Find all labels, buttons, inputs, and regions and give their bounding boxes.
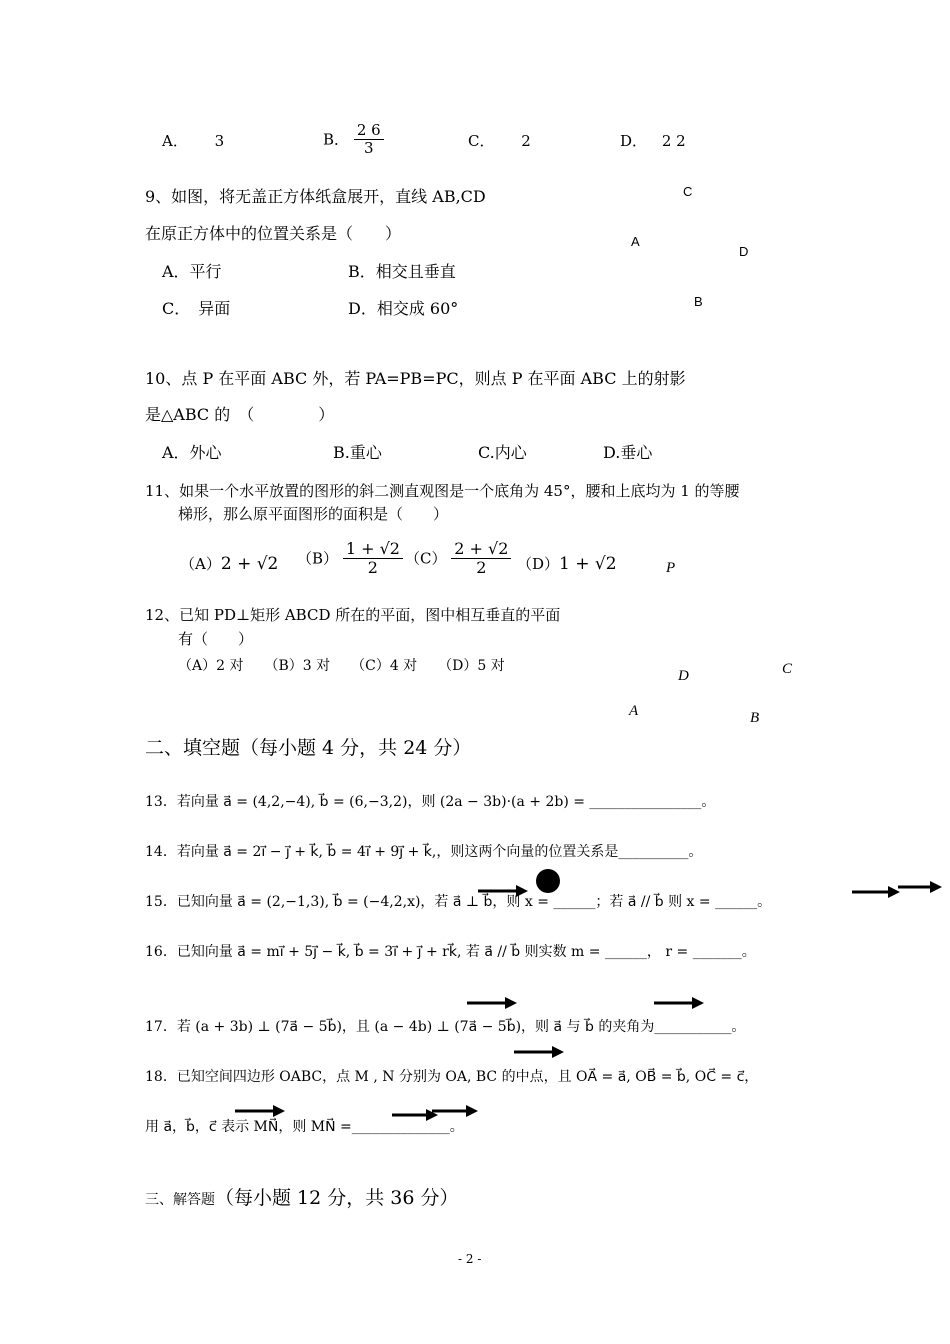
q10-line1: 10、点 P 在平面 ABC 外，若 PA=PB=PC，则点 P 在平面 ABC 上的射影 [145,369,686,388]
q11-option-d [517,553,617,574]
q12-figure-label-b: B [750,710,760,726]
q8-option-b-label: B． [323,130,350,149]
section3-title [145,1183,459,1210]
q8-option-a-value: 3 [214,132,225,150]
q8-option-c [468,130,531,151]
q8-option-c-label: C． [468,132,495,150]
arrow-icon [654,996,704,1010]
section2-title: 二、填空题（每小题 4 分，共 24 分） [145,737,472,759]
q11-line2: 梯形，那么原平面图形的面积是（ ） [178,505,449,523]
arrow-icon [852,885,900,899]
q11-option-c-fraction [451,540,511,576]
q9-figure-label-c: C [683,184,693,199]
arrow-icon [235,1104,285,1118]
q8-option-d-value: 2 2 [661,132,686,150]
q11-option-d-label: （D） [517,555,560,573]
q12-figure-label-d: D [678,668,689,684]
q9-line1: 9、如图，将无盖正方体纸盒展开，直线 AB,CD [145,187,486,206]
q9-option-d: D．相交成 60° [348,299,459,318]
q11-option-b-denominator: 2 [367,557,378,577]
fill-q14: 14．若向量 a⃗ = 2i⃗ − j⃗ + k⃗, b⃗ = 4i⃗ + 9j⃗ + k⃗,，则这两个向量的位置关系是__________。 [145,844,703,860]
q11-option-b-label: （B） [297,549,339,568]
q8-option-b-numerator: 2 6 [354,122,384,140]
arrow-icon [467,996,517,1010]
fill-q18-line2: 用 a⃗，b⃗，c⃗ 表示 MN⃗，则 MN⃗ =______________。 [145,1119,464,1135]
page-number: - 2 - [458,1252,482,1266]
q11-line1: 11、如果一个水平放置的图形的斜二测直观图是一个底角为 45°，腰和上底均为 1 的等腰 [145,482,740,500]
arrow-icon [898,880,942,894]
q12-options: （A）2 对 （B）3 对 （C）4 对 （D）5 对 [178,658,505,674]
q9-figure-label-d: D [739,244,749,259]
q10-line2: 是△ABC 的 （ ） [145,405,335,424]
q8-option-b [323,122,384,156]
fill-q15: 15．已知向量 a⃗ = (2,−1,3), b⃗ = (−4,2,x)，若 a⃗ ⊥ b⃗，则 x = ______；若 a⃗ // b⃗ 则 x = ______。 [145,894,772,910]
q10-option-c: C.内心 [478,443,527,462]
q11-option-a-value: 2 + √2 [220,554,279,574]
q12-figure-label-c: C [782,661,793,677]
q12-figure-label-a: A [629,703,639,719]
q11-option-b-numerator: 1 + √2 [343,540,403,559]
q11-option-c-numerator: 2 + √2 [451,540,511,559]
q11-option-c-label: （C） [405,549,447,568]
q9-option-b: B．相交且垂直 [348,262,456,281]
q10-option-a: A．外心 [162,443,222,462]
q11-option-a [180,553,278,574]
q11-option-c [405,540,511,576]
section3-title-big: （每小题 12 分，共 36 分） [215,1187,459,1209]
q9-option-a: A．平行 [162,262,222,281]
q11-option-c-denominator: 2 [476,557,487,577]
q11-option-b-fraction [343,540,403,576]
q8-option-d-label: D． [620,132,648,150]
q8-option-a-label: A． [162,132,188,150]
fill-q18-line1: 18．已知空间四边形 OABC，点 M , N 分别为 OA, BC 的中点，且 OA⃗ = a⃗, OB⃗ = b⃗, OC⃗ = c⃗， [145,1069,759,1085]
q8-option-c-value: 2 [521,132,531,150]
q11-option-b [297,540,403,576]
q8-option-b-fraction [354,122,384,156]
ink-blot-icon [534,867,562,895]
fill-q13: 13．若向量 a⃗ = (4,2,−4), b⃗ = (6,−3,2)，则 (2a − 3b)·(a + 2b) = ________________。 [145,794,716,810]
arrow-icon [514,1045,564,1059]
q9-line2: 在原正方体中的位置关系是（ ） [145,224,402,243]
q9-option-c: C． 异面 [162,299,231,318]
arrow-icon [478,884,528,898]
q8-option-a [162,130,224,151]
arrow-icon [432,1104,478,1118]
section3-title-small: 三、解答题 [145,1192,215,1208]
q12-figure-label-p: P [666,560,676,576]
fill-q16: 16．已知向量 a⃗ = mi⃗ + 5j⃗ − k⃗, b⃗ = 3i⃗ + j⃗ + rk⃗, 若 a⃗ // b⃗ 则实数 m = ______， r = _______。 [145,944,756,960]
q12-line2: 有（ ） [178,630,254,648]
q11-option-d-value: 1 + √2 [559,554,617,574]
q10-option-d: D.垂心 [603,443,653,462]
q8-option-d [620,130,686,151]
q12-line1: 12、已知 PD⊥矩形 ABCD 所在的平面，图中相互垂直的平面 [145,606,561,624]
fill-q17: 17．若 (a + 3b) ⊥ (7a⃗ − 5b⃗)，且 (a − 4b) ⊥ (7a⃗ − 5b⃗)，则 a⃗ 与 b⃗ 的夹角为___________。 [145,1019,746,1035]
q8-option-b-denominator: 3 [363,138,374,157]
q11-option-a-label: （A） [180,555,221,573]
q10-option-b: B.重心 [333,443,382,462]
q9-figure-label-a: A [631,234,640,249]
q9-figure-label-b: B [694,294,703,309]
